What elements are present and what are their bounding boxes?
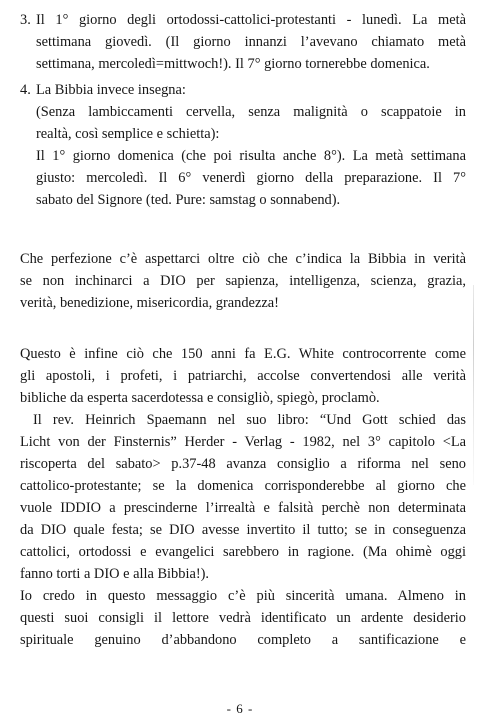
- text-line: Il rev. Heinrich Spaemann nel suo libro: “Und Gott schied das: [33, 412, 466, 428]
- list-number: 4.: [20, 82, 31, 98]
- text-line: verità, benedizione, misericordia, grandezza!: [20, 295, 279, 311]
- text-line: settimana, mercoledì=mittwoch!). Il 7° giorno tornerebbe domenica.: [36, 56, 430, 72]
- text-line: da DIO quale festa; se DIO avesse invertito il tutto; se in conseguenza: [20, 522, 466, 538]
- text-line: se non inchinarci a DIO per sapienza, intelligenza, scienza, grazia,: [20, 273, 466, 289]
- paragraph-spaemann: [20, 409, 466, 585]
- text-line: Il 1° giorno domenica (che poi risulta anche 8°). La metà settimana: [36, 148, 466, 164]
- paragraph-white: [20, 343, 466, 409]
- text-line: gli apostoli, i profeti, i patriarchi, accolse convertendosi alle verità: [20, 368, 466, 384]
- text-line: vuole IDDIO a prescinderne l’irrealtà e falsità perchè non determinata: [20, 500, 466, 516]
- paragraph-sincerita: [20, 585, 466, 651]
- page-number: - 6 -: [226, 701, 254, 716]
- text-line: sabato del Signore (ted. Pure: samstag o sonnabend).: [36, 192, 341, 208]
- text-line: cattolico-protestante; se la domenica corrisponderebbe al giorno che: [20, 478, 466, 494]
- text-line: realtà, così semplice e schietta):: [36, 126, 220, 142]
- scan-edge-line: [473, 285, 474, 485]
- text-line: Che perfezione c’è aspettarci oltre ciò che c’indica la Bibbia in verità: [20, 251, 466, 267]
- text-line: Il 1° giorno degli ortodossi-cattolici-protestanti - lunedì. La metà: [36, 12, 466, 28]
- text-line: Questo è infine ciò che 150 anni fa E.G. White controcorrente come: [20, 346, 466, 362]
- text-line: settimana giovedì. (Il giorno innanzi l’avevano chiamato metà: [36, 34, 466, 50]
- paragraph-perfezione: [20, 248, 466, 314]
- text-line: Licht von der Finsternis” Herder - Verlag - 1982, nel 3° capitolo <La: [20, 434, 466, 450]
- text-line: cattolici, ortodossi e evangelici sarebbero in ragione. (Ma ohimè oggi: [20, 544, 466, 560]
- text-line: questi suoi consigli il lettore vedrà identificato un ardente desiderio: [20, 610, 466, 626]
- text-line: giusto: mercoledì. Il 6° venerdì giorno della preparazione. Il 7°: [36, 170, 466, 186]
- text-line: La Bibbia invece insegna:: [36, 82, 186, 98]
- list-item-4: [20, 79, 466, 211]
- text-line: bibliche da esperta sacerdotessa e consigliò, spiegò, proclamò.: [20, 390, 380, 406]
- text-line: riscoperta del sabato> p.37-48 avanza consiglio a riforma nel seno: [20, 456, 466, 472]
- text-line: (Senza lambiccamenti cervella, senza malignità o scappatoie in: [36, 104, 466, 120]
- list-number: 3.: [20, 12, 31, 28]
- list-item-3: [20, 9, 466, 75]
- text-line: Io credo in questo messaggio c’è più sincerità umana. Almeno in: [20, 588, 466, 604]
- text-line: fanno torti a DIO e alla Bibbia!).: [20, 566, 210, 582]
- text-line: spirituale genuino d’abbandono completo a santificazione e: [20, 632, 466, 648]
